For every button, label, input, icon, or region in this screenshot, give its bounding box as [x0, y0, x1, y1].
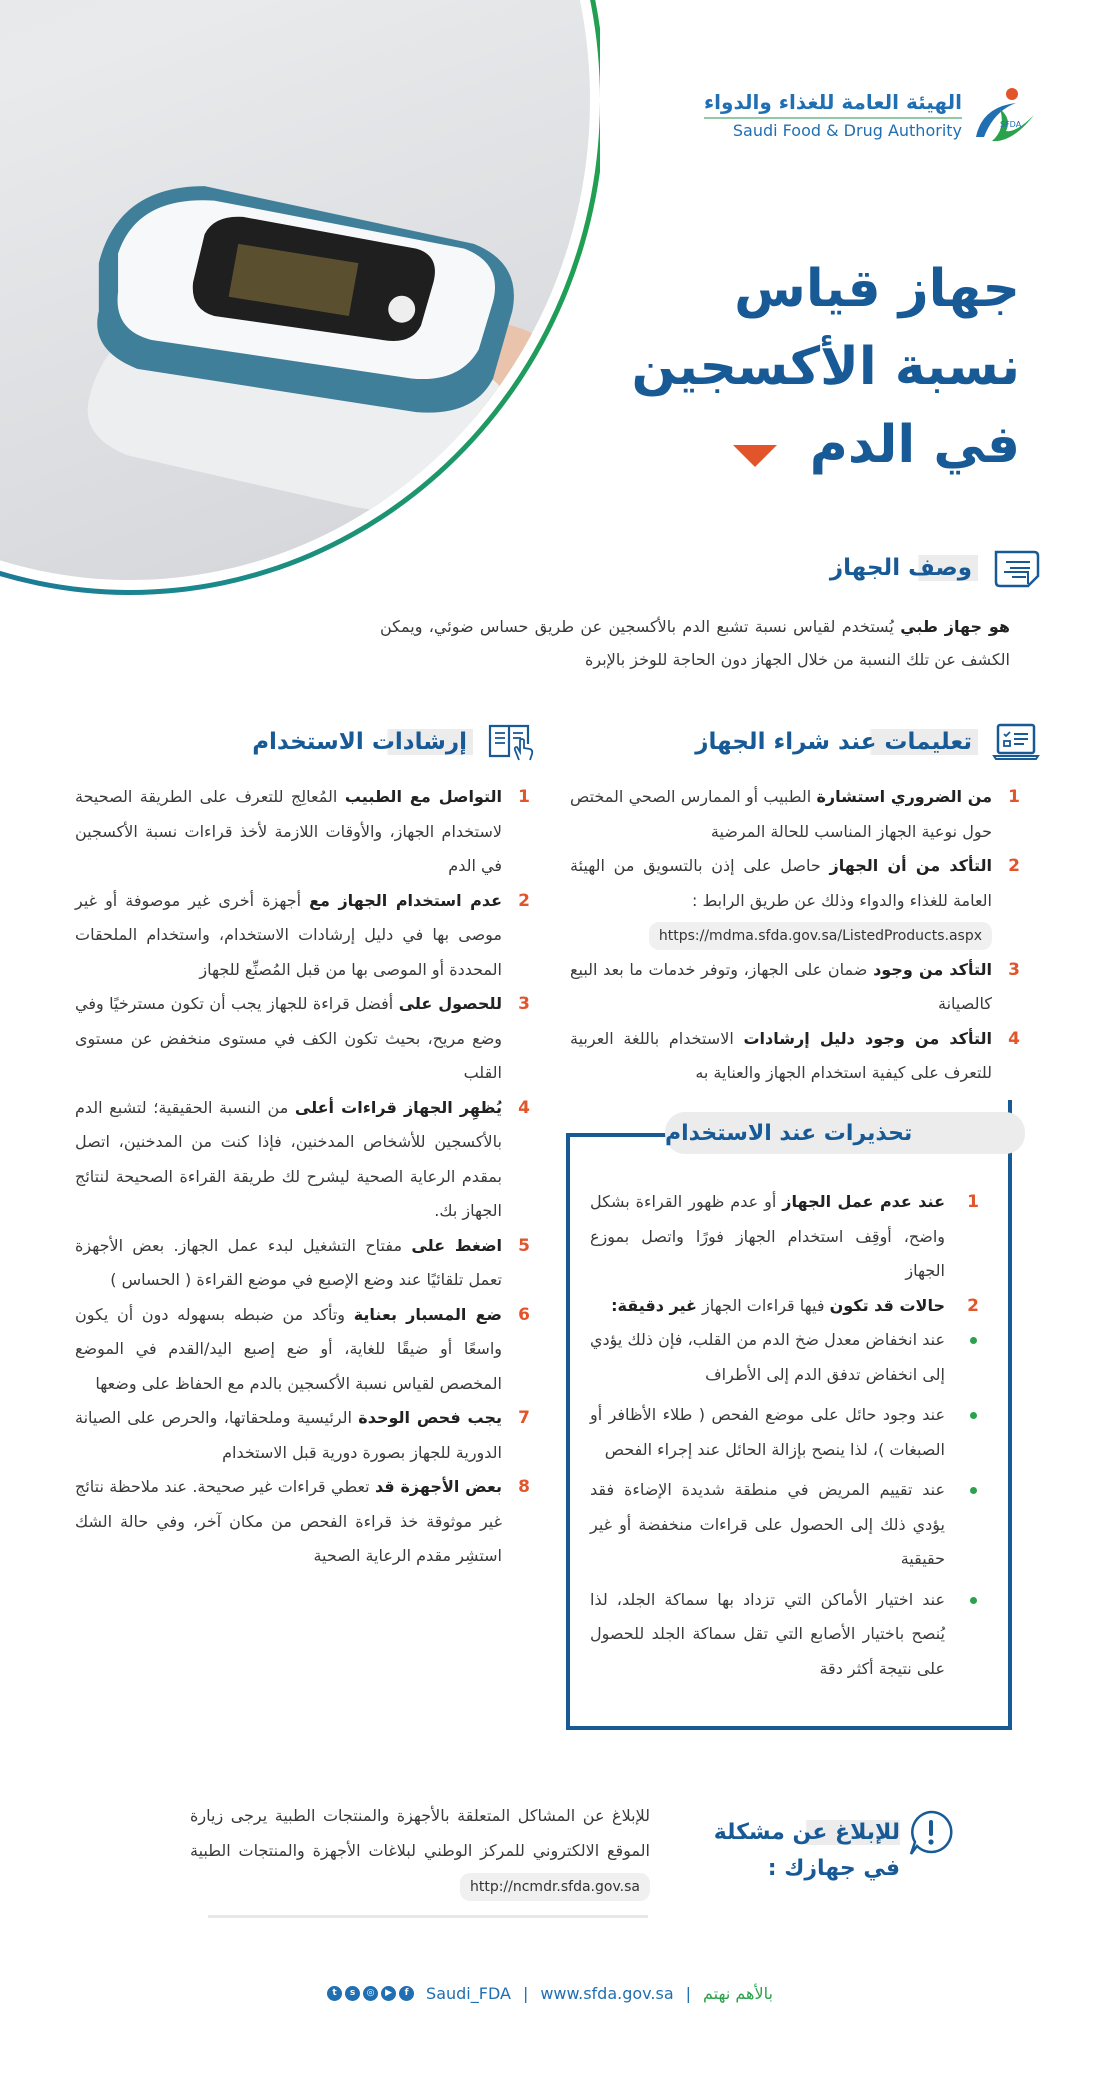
checklist-laptop-icon [992, 722, 1040, 762]
list-item [75, 987, 530, 1091]
item-number: 2 [518, 890, 530, 911]
list-item [75, 1298, 530, 1402]
sfda-logo [680, 85, 1040, 145]
usage-heading: إرشادات الاستخدام [232, 729, 473, 755]
bullet-text: عند وجود حائل على موضع الفحص ( طلاء الأظافر أو الصبغات )، لذا ينصح بإزالة الحائل عند إجراء الفحص [590, 1405, 945, 1459]
description-heading: وصف الجهاز [810, 555, 978, 581]
ncmdr-link[interactable]: http://ncmdr.sfda.gov.sa [460, 1873, 650, 1901]
description-text [380, 610, 1010, 676]
title-line-1: جهاز قياس [734, 259, 1020, 319]
item-bold: للحصول على [398, 994, 503, 1013]
item-bold: يجب فحص الوحدة [358, 1408, 503, 1427]
item-text: ضمان على الجهاز، وتوفر خدمات ما بعد البيع كالصيانة [570, 959, 992, 1013]
item-bold: حالات قد تكون [829, 1295, 945, 1315]
item-number: 3 [518, 994, 530, 1014]
description-body: يُستخدم لقياس نسبة تشبع الدم بالأكسجين عن طريق حساس ضوئي، ويمكن الكشف عن تلك النسبة من خلال الجهاز دون الحاجة للوخز بالإبرة [380, 617, 1010, 669]
item-text: فيها قراءات الجهاز [696, 1295, 830, 1315]
item-bold: يُظهِر الجهاز قراءات أعلى [294, 1097, 502, 1117]
sfda-emblem-icon [972, 85, 1040, 145]
item-number: 7 [518, 1408, 530, 1428]
triangle-down-icon [733, 445, 777, 467]
social-handle[interactable]: Saudi_FDA [426, 1984, 511, 2003]
page-title [600, 250, 1020, 484]
item-number: 5 [518, 1235, 530, 1256]
bullet-text: عند انخفاض معدل ضخ الدم من القلب، فإن ذلك يؤدي إلى انخفاض تدفق الدم إلى الأطراف [590, 1330, 945, 1384]
description-section-header [810, 548, 1040, 588]
youtube-icon[interactable]: ▶ [381, 1986, 396, 2001]
item-text: الاستخدام باللغة العربية للتعرف على كيفية استخدام الجهاز والعناية به [570, 1028, 992, 1082]
item-bold: التأكد من وجود [873, 959, 993, 979]
manual-book-hand-icon [487, 722, 535, 762]
logo-name-ar: الهيئة العامة للغذاء والدواء [704, 90, 962, 119]
item-text: مفتاح التشغيل لبدء عمل الجهاز. بعض الأجهزة تعمل تلقائيًا عند وضع الإصبع في موضع القراءة ( الحساس ) [75, 1235, 502, 1289]
description-bold-lead: هو جهاز طبي [900, 617, 1010, 636]
item-bold: اضغط على [411, 1235, 503, 1255]
warnings-list [590, 1185, 985, 1686]
social-icons [327, 1986, 414, 2001]
item-text: وتأكد من ضبطه بسهوله دون أن يكون واسعًا أو ضيقًا للغاية، أو ضع إصبع اليد/القدم في الموضع المخصص لقياس نسبة الأكسجين بالدم مع الحفاظ على وضعها [75, 1304, 502, 1393]
usage-section-header [240, 722, 535, 762]
bullet-dot-icon [970, 1412, 977, 1419]
item-bold: بعض الأجهزة قد [374, 1477, 502, 1496]
warnings-heading [665, 1112, 1025, 1154]
report-heading [660, 1815, 900, 1887]
item-number: 1 [518, 787, 530, 807]
title-line-2: نسبة الأكسجين [631, 337, 1020, 397]
bullet-dot-icon [970, 1597, 977, 1604]
list-item [75, 1401, 530, 1470]
list-item [75, 884, 530, 988]
instagram-icon[interactable]: ◎ [363, 1986, 378, 2001]
warnings-heading-text: تحذيرات عند الاستخدام [665, 1120, 913, 1146]
divider [208, 1915, 648, 1918]
bullet-text: عند اختيار الأماكن التي تزداد بها سماكة الجلد، لذا يُنصح باختيار الأصابع التي تقل سماكة الجلد للحصول على نتيجة أكثر دقة [590, 1589, 945, 1678]
item-text: الطبيب أو الممارس الصحي المختص حول نوعية الجهاز المناسب للحالة المرضية [570, 787, 992, 841]
slogan: بالأهم نهتم [703, 1984, 773, 2003]
separator: | [685, 1984, 692, 2003]
bullet-dot-icon [970, 1337, 977, 1344]
item-bold: عند عدم عمل الجهاز [782, 1192, 946, 1211]
hero-photo [0, 0, 590, 580]
report-text [190, 1798, 650, 1903]
list-item [75, 1229, 530, 1298]
item-text: تعطي قراءات غير صحيحة. عند ملاحظة نتائج غير موثوقة خذ قراءة الفحص من مكان آخر، وفي حالة الشك استشِر مقدم الرعاية الصحية [75, 1477, 502, 1565]
item-text: من النسبة الحقيقية؛ لتشبع الدم بالأكسجين للأشخاص المدخنين، فإذا كنت من المدخنين، اتصل بمقدم الرعاية الصحية ليشرح لك طريقة القراءة الصحيحة لنتائج الجهاز بك. [75, 1097, 502, 1220]
title-line-3: في الدم [809, 415, 1020, 475]
item-number: 2 [1008, 856, 1020, 876]
item-text: أو عدم ظهور القراءة بشكل واضح، أوقِف استخدام الجهاز فورًا واتصل بموزع الجهاز [590, 1192, 945, 1280]
item-number: 6 [518, 1304, 530, 1325]
bullet-item [590, 1398, 985, 1467]
list-item [570, 953, 1020, 1022]
twitter-icon[interactable]: t [327, 1986, 342, 2001]
item-text: حاصل على إذن بالتسويق من الهيئة العامة للغذاء والدواء وذلك عن طريق الرابط : [570, 856, 992, 910]
item-text: المُعالِج للتعرف على الطريقة الصحيحة لاستخدام الجهاز، والأوقات اللازمة لأخذ قراءات نسبة الأكسجين في الدم [75, 787, 502, 875]
usage-list [75, 780, 530, 1574]
logo-name-en: Saudi Food & Drug Authority [732, 121, 962, 140]
item-number: 4 [1008, 1028, 1020, 1049]
marketing-auth-link[interactable]: https://mdma.sfda.gov.sa/ListedProducts.aspx [649, 922, 992, 950]
item-number: 1 [967, 1192, 979, 1212]
item-bold: التأكد من أن الجهاز [829, 856, 992, 875]
list-item [590, 1185, 985, 1289]
item-number: 1 [1008, 787, 1020, 807]
list-item [590, 1289, 985, 1324]
snapchat-icon[interactable]: s [345, 1986, 360, 2001]
list-item [75, 1470, 530, 1574]
item-number: 2 [967, 1295, 979, 1316]
bullet-item [590, 1583, 985, 1687]
item-bold: عدم استخدام الجهاز مع [309, 890, 502, 910]
item-number: 3 [1008, 959, 1020, 980]
alert-speech-bubble-icon [907, 1808, 955, 1860]
item-text: الرئيسية وملحقاتها، والحرص على الصيانة الدورية للجهاز بصورة دورية قبل الاستخدام [75, 1408, 502, 1462]
purchase-heading: تعليمات عند شراء الجهاز [675, 729, 978, 755]
list-item [570, 1022, 1020, 1091]
item-bold-2: غير دقيقة: [611, 1295, 697, 1315]
list-item [570, 780, 1020, 849]
logo-badge: SFDA [1000, 120, 1022, 129]
footer [0, 1984, 1100, 2003]
item-bold: ضع المسبار بعناية [353, 1304, 502, 1324]
list-item [75, 1091, 530, 1229]
separator: | [522, 1984, 529, 2003]
purchase-list [570, 780, 1020, 1091]
report-body: للإبلاغ عن المشاكل المتعلقة بالأجهزة والمنتجات الطبية يرجى زيارة الموقع الالكتروني للمركز الوطني لبلاغات الأجهزة والمنتجات الطبية [190, 1806, 650, 1860]
website-link[interactable]: www.sfda.gov.sa [540, 1984, 674, 2003]
purchase-section-header [640, 722, 1040, 762]
item-bold: التواصل مع الطبيب [344, 787, 503, 806]
hero-area [0, 0, 600, 600]
bullet-item [590, 1323, 985, 1392]
list-item [75, 780, 530, 884]
bullet-item [590, 1473, 985, 1577]
document-icon [992, 548, 1040, 588]
bullet-dot-icon [970, 1487, 977, 1494]
item-bold: من الضروري استشارة [816, 787, 993, 806]
item-text: أجهزة أخرى غير موصوفة أو غير موصى بها في دليل إرشادات الاستخدام، واستخدام الملحقات المحددة أو الموصى بها من قبل المُصنِّع للجهاز [75, 890, 502, 979]
facebook-icon[interactable]: f [399, 1986, 414, 2001]
list-item [570, 849, 1020, 953]
item-number: 4 [518, 1097, 530, 1118]
pulse-oximeter-illustration [70, 140, 570, 540]
report-heading-line-2: في جهازك : [767, 1856, 900, 1881]
bullet-text: عند تقييم المريض في منطقة شديدة الإضاءة فقد يؤدي ذلك إلى الحصول على قراءات منخفضة أو غير حقيقية [590, 1480, 945, 1568]
item-bold: التأكد من وجود دليل إرشادات [743, 1028, 992, 1048]
item-text: أفضل قراءة للجهاز يجب أن تكون مسترخيًا وفي وضع مريح، بحيث تكون الكف في مستوى منخفض عن مستوى القلب [75, 994, 502, 1082]
item-number: 8 [518, 1477, 530, 1497]
report-heading-line-1: للإبلاغ عن مشكلة [713, 1820, 900, 1845]
